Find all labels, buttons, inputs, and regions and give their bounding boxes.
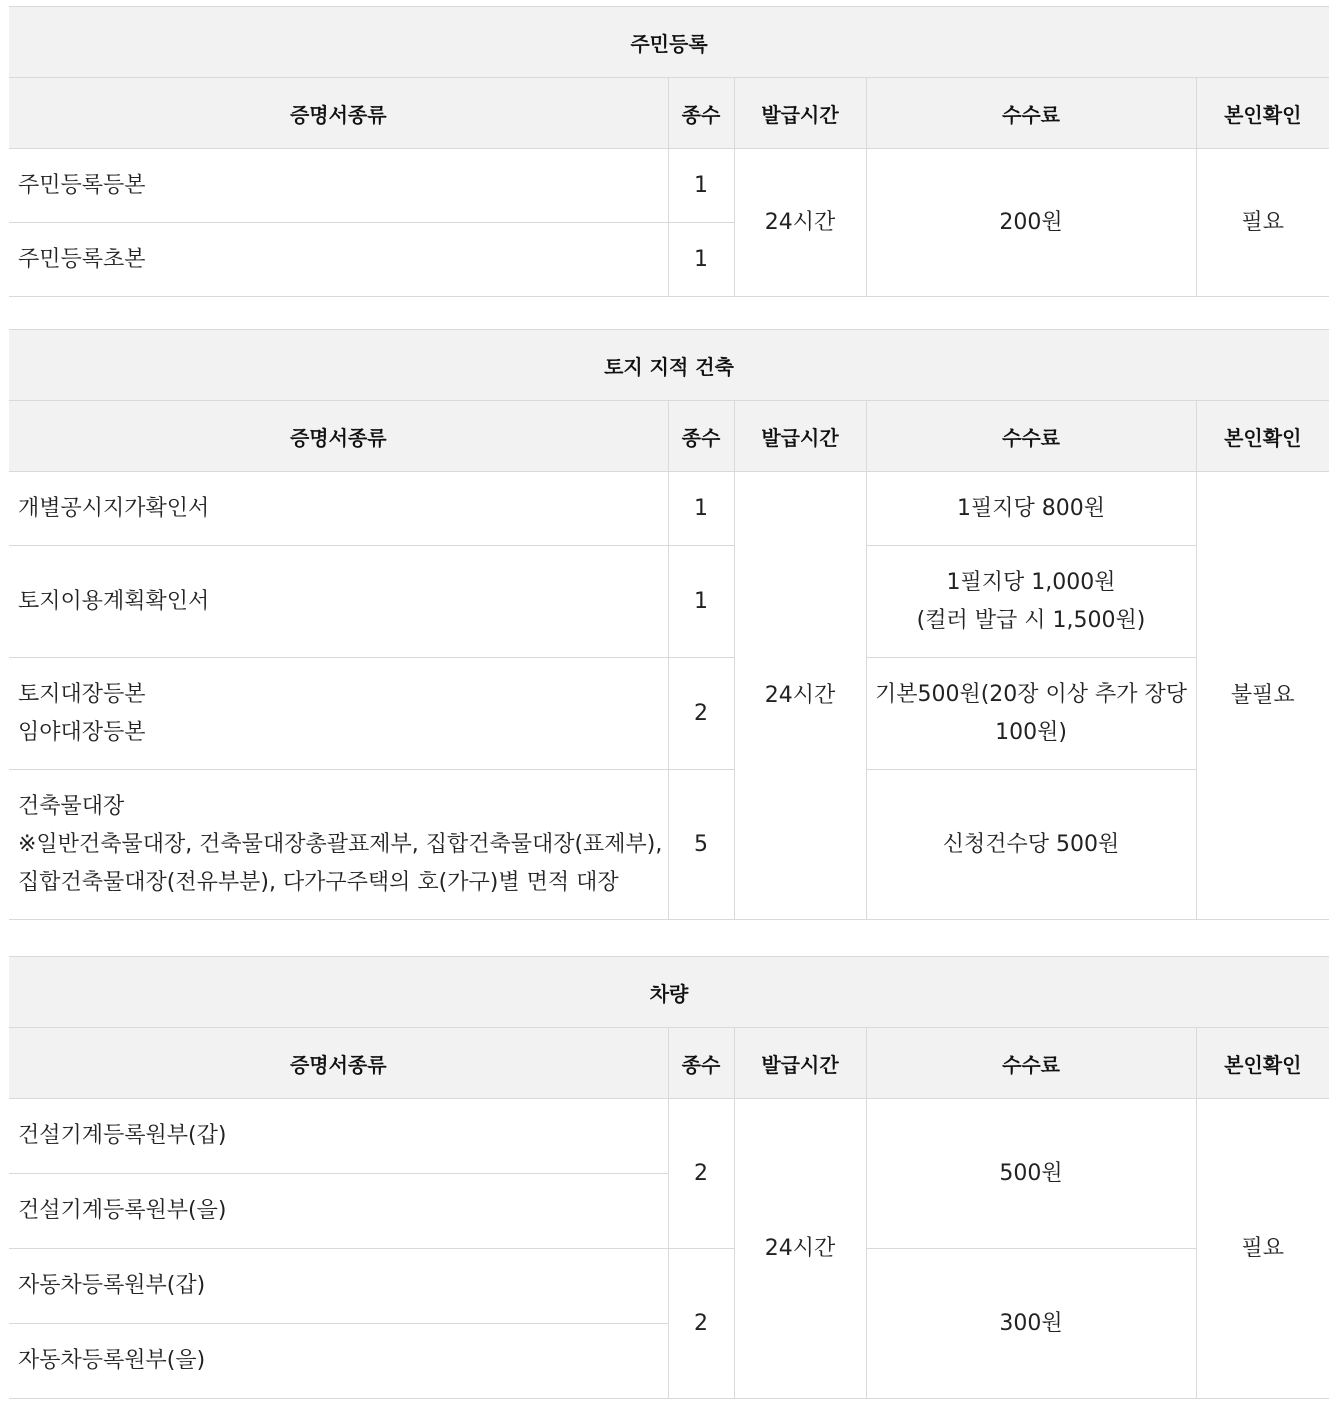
col-header-time: 발급시간 [734,78,866,149]
vehicle-table [9,956,1329,1399]
cert-name: 토지이용계획확인서 [9,546,668,658]
fee: 1필지당 800원 [866,472,1196,546]
issue-time: 24시간 [734,1099,866,1399]
issue-time: 24시간 [734,149,866,297]
fee: 신청건수당 500원 [866,770,1196,920]
col-header-fee: 수수료 [866,78,1196,149]
col-header-fee: 수수료 [866,401,1196,472]
col-header-type: 증명서종류 [9,401,668,472]
col-header-count: 종수 [668,401,734,472]
resident-table-section [9,6,1329,297]
id-check: 필요 [1196,1099,1329,1399]
col-header-id-check: 본인확인 [1196,78,1329,149]
table-row [9,1099,1329,1174]
table-row [9,149,1329,223]
fee: 기본500원(20장 이상 추가 장당 100원) [866,658,1196,770]
cert-count: 5 [668,770,734,920]
cert-name: 자동차등록원부(을) [9,1324,668,1399]
cert-name: 주민등록초본 [9,223,668,297]
col-header-count: 종수 [668,78,734,149]
col-header-count: 종수 [668,1028,734,1099]
cert-name: 자동차등록원부(갑) [9,1249,668,1324]
vehicle-table-section [9,956,1329,1399]
col-header-time: 발급시간 [734,1028,866,1099]
col-header-type: 증명서종류 [9,78,668,149]
table-caption: 차량 [9,957,1329,1028]
table-row [9,658,1329,770]
fee: 300원 [866,1249,1196,1399]
cert-count: 2 [668,658,734,770]
cert-count: 1 [668,546,734,658]
resident-table [9,6,1329,297]
cert-name: 주민등록등본 [9,149,668,223]
cert-count: 1 [668,472,734,546]
table-caption: 토지 지적 건축 [9,330,1329,401]
table-row [9,1249,1329,1324]
cert-count: 1 [668,149,734,223]
col-header-time: 발급시간 [734,401,866,472]
cert-name: 건설기계등록원부(을) [9,1174,668,1249]
col-header-fee: 수수료 [866,1028,1196,1099]
fee: 1필지당 1,000원 (컬러 발급 시 1,500원) [866,546,1196,658]
cert-name: 토지대장등본 임야대장등본 [9,658,668,770]
fee: 200원 [866,149,1196,297]
id-check: 필요 [1196,149,1329,297]
cert-name: 개별공시지가확인서 [9,472,668,546]
table-row [9,770,1329,920]
land-table [9,329,1329,920]
cert-count: 1 [668,223,734,297]
col-header-id-check: 본인확인 [1196,1028,1329,1099]
cert-name: 건설기계등록원부(갑) [9,1099,668,1174]
table-row [9,546,1329,658]
col-header-id-check: 본인확인 [1196,401,1329,472]
id-check: 불필요 [1196,472,1329,920]
fee: 500원 [866,1099,1196,1249]
cert-count: 2 [668,1249,734,1399]
table-caption: 주민등록 [9,7,1329,78]
land-table-section [9,329,1329,920]
issue-time: 24시간 [734,472,866,920]
table-row [9,472,1329,546]
cert-count: 2 [668,1099,734,1249]
col-header-type: 증명서종류 [9,1028,668,1099]
cert-name: 건축물대장 ※일반건축물대장, 건축물대장총괄표제부, 집합건축물대장(표제부), 집합건축물대장(전유부분), 다가구주택의 호(가구)별 면적 대장 [9,770,668,920]
